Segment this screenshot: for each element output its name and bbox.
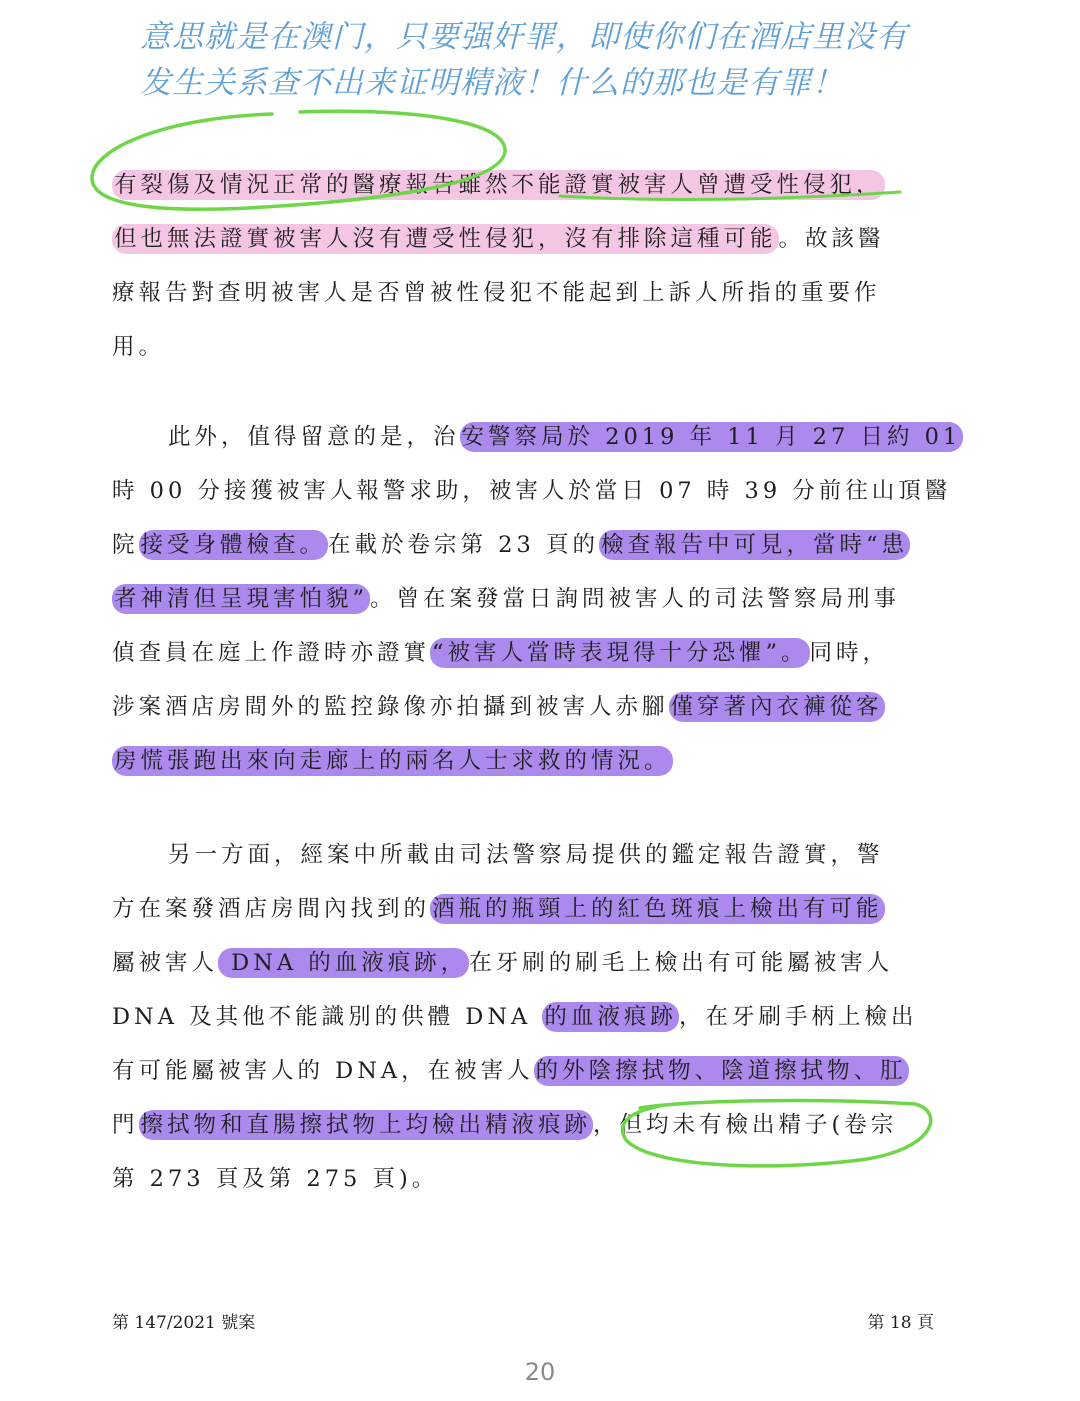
highlighted-text: 但也無法證實被害人沒有遭受性侵犯，沒有排除這種可能 [114,226,777,252]
text-segment: 在牙刷的刷毛上檢出有可能屬被害人 [469,950,894,976]
text-line [112,518,942,572]
annotation-line-1: 意思就是在澳门，只要强奸罪，即使你们在酒店里没有 [140,19,908,55]
text-line [112,1098,942,1152]
text-line [112,1044,942,1098]
text-segment: 有可能屬被害人的 DNA，在被害人 [112,1058,534,1084]
highlighted-text: 房慌張跑出來向走廊上的兩名人士求救的情況。 [114,748,671,774]
text-line [112,828,942,882]
text-line [112,320,942,374]
highlighted-text: 的血液痕跡 [544,1004,677,1030]
text-segment: 另一方面，經案中所載由司法警察局提供的鑑定報告證實，警 [168,842,884,868]
text-segment: 。曾在案發當日詢問被害人的司法警察局刑事 [370,586,901,612]
text-line [112,212,942,266]
text-line [112,936,942,990]
text-segment: DNA 及其他不能識別的供體 DNA [112,1004,543,1030]
text-line [112,572,942,626]
text-segment: 。故該醫 [778,226,885,252]
highlighted-text: 安警察局於 2019 年 11 月 27 日約 01 [461,424,962,450]
text-line [112,734,942,788]
text-segment: 在載於卷宗第 23 頁的 [328,532,599,558]
paragraph-3 [112,828,942,1206]
text-line [112,266,942,320]
text-segment: 門 [112,1112,139,1138]
paragraph-1 [112,158,942,374]
highlighted-text: 者神清但呈現害怕貌” [114,586,369,612]
highlighted-text: 擦拭物和直腸擦拭物上均檢出精液痕跡 [140,1112,592,1138]
highlighted-text: 的外陰擦拭物、陰道擦拭物、肛 [535,1058,907,1084]
text-segment: 同時， [809,640,890,666]
page-number: 20 [524,1358,556,1386]
text-segment: 院 [112,532,139,558]
annotation-line-2: 发生关系查不出来证明精液！什么的那也是有罪！ [140,65,844,101]
footer-page-label: 第 18 頁 [867,1313,934,1333]
text-segment: 此外，值得留意的是，治 [168,424,460,450]
text-segment: 療報告對查明被害人是否曾被性侵犯不能起到上訴人所指的重要作 [112,280,881,306]
annotation-text [140,14,980,106]
text-line [112,410,962,464]
text-line [112,158,942,212]
highlighted-text: 酒瓶的瓶頸上的紅色斑痕上檢出有可能 [432,896,883,922]
highlighted-text: 有裂傷及情況正常的醫療報告雖然不能證實被害人曾遭受性侵犯， [114,172,883,198]
text-line [112,680,942,734]
text-segment: 時 00 分接獲被害人報警求助，被害人於當日 07 時 39 分前往山頂醫 [112,478,952,504]
text-segment: 用。 [112,334,166,360]
text-line [112,626,942,680]
text-segment: 屬被害人 [112,950,219,976]
paragraph-2 [112,410,962,788]
text-segment: 涉案酒店房間外的監控錄像亦拍攝到被害人赤腳 [112,694,669,720]
text-line [112,1152,942,1206]
text-segment: ，在牙刷手柄上檢出 [678,1004,918,1030]
text-segment: 方在案發酒店房間內找到的 [112,896,431,922]
text-segment: 偵查員在庭上作證時亦證實 [112,640,431,666]
text-line [112,464,952,518]
footer-case-number: 第 147/2021 號案 [112,1313,256,1333]
text-line [112,882,942,936]
highlighted-text: DNA 的血液痕跡， [220,950,468,976]
text-segment: 第 273 頁及第 275 頁)。 [112,1166,439,1192]
text-line [112,990,942,1044]
highlighted-text: 接受身體檢查。 [140,532,327,558]
text-segment: ，但均未有檢出精子(卷宗 [593,1112,898,1138]
highlighted-text: 檢查報告中可見，當時“患 [600,532,908,558]
highlighted-text: 僅穿著內衣褲從客 [670,694,883,720]
highlighted-text: “被害人當時表現得十分恐懼”。 [432,640,808,666]
